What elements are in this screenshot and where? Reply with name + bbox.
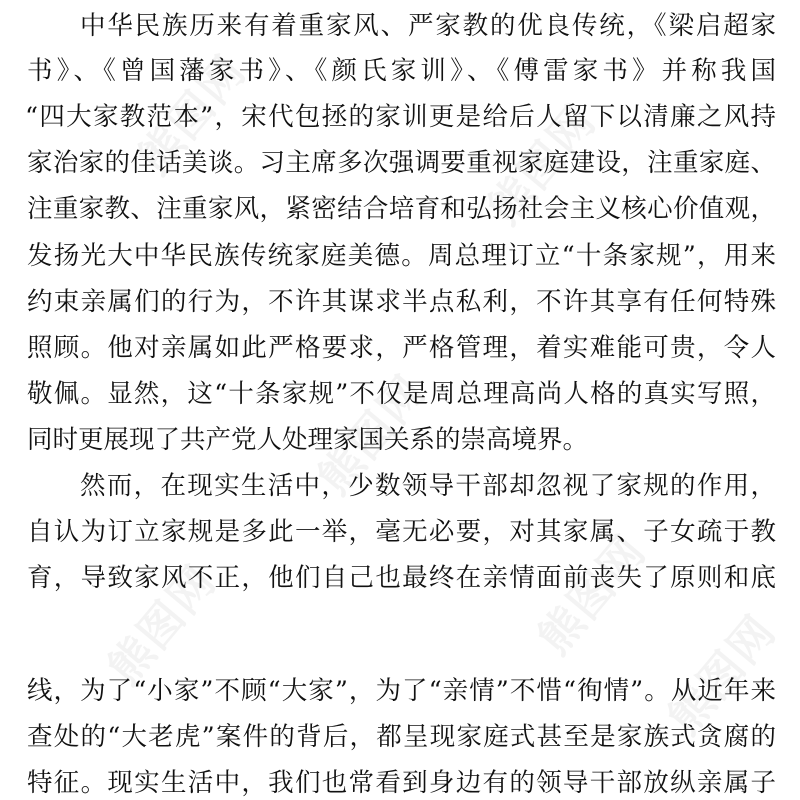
paragraph-line: 同时更展现了共产党人处理家国关系的崇高境界。 <box>27 425 589 455</box>
paragraph-line: 然而，在现实生活中，少数领导干部却忽视了家规的作用， <box>80 471 778 501</box>
paragraph-line: 书》、《曾国藩家书》、《颜氏家训》、《傅雷家书》并称我国 <box>27 56 781 86</box>
paragraph-line: 照顾。他对亲属如此严格要求，严格管理，着实难能可贵，令人 <box>27 333 778 363</box>
paragraph-line: “四大家教范本”，宋代包拯的家训更是给后人留下以清廉之风持 <box>25 102 778 132</box>
paragraph-line: 线，为了“小家”不顾“大家”，为了“亲情”不惜“徇情”。从近年来 <box>27 676 778 706</box>
paragraph-line: 特征。现实生活中，我们也常看到身边有的领导干部放纵亲属子 <box>27 768 778 798</box>
paragraph-line: 中华民族历来有着重家风、严家教的优良传统，《梁启超家 <box>80 11 778 41</box>
watermark: 熊图网 <box>308 365 437 505</box>
paragraph-line: 约束亲属们的行为，不许其谋求半点私利，不许其享有任何特殊 <box>27 287 778 317</box>
watermark: 熊图网 <box>128 45 257 185</box>
paragraph-line: 敬佩。显然，这“十条家规”不仅是周总理高尚人格的真实写照， <box>27 379 778 409</box>
watermark: 熊图网 <box>98 555 227 695</box>
watermark: 熊图网 <box>478 95 607 235</box>
paragraph-line: 育，导致家风不正，他们自己也最终在亲情面前丧失了原则和底 <box>27 563 778 593</box>
paragraph-line: 查处的“大老虎”案件的背后，都呈现家庭式甚至是家族式贪腐的 <box>27 722 778 752</box>
paragraph-line: 家治家的佳话美谈。习主席多次强调要重视家庭建设，注重家庭、 <box>27 148 777 178</box>
paragraph-line: 注重家教、注重家风，紧密结合培育和弘扬社会主义核心价值观， <box>27 194 777 224</box>
paragraph-line: 自认为订立家规是多此一举，毫无必要，对其家属、子女疏于教 <box>27 517 778 547</box>
paragraph-line: 发扬光大中华民族传统家庭美德。周总理订立“十条家规”，用来 <box>27 241 778 271</box>
watermark: 熊图网 <box>528 525 657 665</box>
watermark: 熊图网 <box>658 605 787 745</box>
